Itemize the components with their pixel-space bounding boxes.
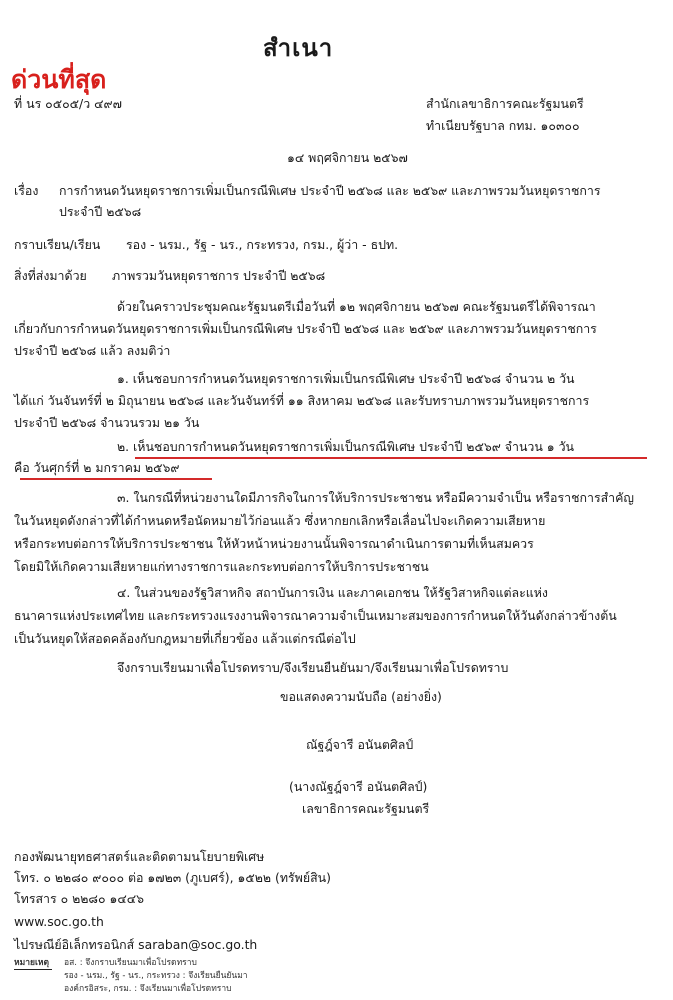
enclosure-label: สิ่งที่ส่งมาด้วย	[14, 268, 87, 283]
body-line: ด้วยในคราวประชุมคณะรัฐมนตรีเมื่อวันที่ ๑๒ พฤศจิกายน ๒๕๖๗ คณะรัฐมนตรีได้พิจารณา	[117, 299, 596, 314]
division-name: กองพัฒนายุทธศาสตร์และติดตามนโยบายพิเศษ	[14, 849, 265, 864]
closing-line: จึงกราบเรียนมาเพื่อโปรดทราบ/จึงเรียนยืนยันมา/จึงเรียนมาเพื่อโปรดทราบ	[117, 660, 509, 675]
document-number: ที่ นร ๐๕๐๕/ว ๔๙๗	[14, 96, 122, 111]
copy-stamp: สำเนา	[263, 34, 334, 62]
body-line: เป็นวันหยุดให้สอดคล้องกับกฎหมายที่เกี่ยวข้อง แล้วแต่กรณีต่อไป	[14, 631, 356, 646]
body-line: ๔. ในส่วนของรัฐวิสาหกิจ สถาบันการเงิน และภาคเอกชน ให้รัฐวิสาหกิจแต่ละแห่ง	[117, 585, 548, 600]
signatory-position: เลขาธิการคณะรัฐมนตรี	[302, 801, 430, 816]
fax-line: โทรสาร ๐ ๒๒๘๐ ๑๔๔๖	[14, 891, 144, 906]
remark-label: หมายเหตุ	[14, 958, 49, 968]
website-line: www.soc.go.th	[14, 914, 104, 929]
document-date: ๑๔ พฤศจิกายน ๒๕๖๗	[287, 150, 408, 165]
enclosure-value: ภาพรวมวันหยุดราชการ ประจำปี ๒๕๖๘	[112, 268, 326, 283]
body-line: ประจำปี ๒๕๖๘ แล้ว ลงมติว่า	[14, 343, 171, 358]
body-line: ๑. เห็นชอบการกำหนดวันหยุดราชการเพิ่มเป็นกรณีพิเศษ ประจำปี ๒๕๖๘ จำนวน ๒ วัน	[117, 371, 575, 386]
red-underline	[20, 478, 212, 480]
body-line: โดยมิให้เกิดความเสียหายแก่ทางราชการและกระทบต่อการให้บริการประชาชน	[14, 559, 429, 574]
recipient-label: กราบเรียน/เรียน	[14, 237, 101, 252]
respect-line: ขอแสดงความนับถือ (อย่างยิ่ง)	[280, 689, 442, 704]
body-line: ประจำปี ๒๕๖๘ จำนวนรวม ๒๑ วัน	[14, 415, 200, 430]
body-line: ได้แก่ วันจันทร์ที่ ๒ มิถุนายน ๒๕๖๘ และวันจันทร์ที่ ๑๑ สิงหาคม ๒๕๖๘ และรับทราบภาพรวมวันหยุดราชการ	[14, 393, 590, 408]
remark-underline	[14, 969, 52, 970]
highlighted-resolution-line: ๒. เห็นชอบการกำหนดวันหยุดราชการเพิ่มเป็นกรณีพิเศษ ประจำปี ๒๕๖๙ จำนวน ๑ วัน	[117, 439, 575, 454]
remark-line: รอง - นรม., รัฐ - นร., กระทรวง : จึงเรียนยืนยันมา	[64, 971, 248, 981]
email-line: ไปรษณีย์อิเล็กทรอนิกส์ saraban@soc.go.th	[14, 937, 258, 952]
remark-line: อส. : จึงกราบเรียนมาเพื่อโปรดทราบ	[64, 958, 197, 968]
office-name: สำนักเลขาธิการคณะรัฐมนตรี	[426, 96, 584, 111]
body-line: หรือกระทบต่อการให้บริการประชาชน ให้หัวหน้าหน่วยงานนั้นพิจารณาดำเนินการตามที่เห็นสมควร	[14, 536, 534, 551]
recipient-value: รอง - นรม., รัฐ - นร., กระทรวง, กรม., ผู้ว่า - ธปท.	[126, 237, 399, 252]
body-line: ในวันหยุดดังกล่าวที่ได้กำหนดหรือนัดหมายไว้ก่อนแล้ว ซึ่งหากยกเลิกหรือเลื่อนไปจะเกิดความเสียหาย	[14, 513, 546, 528]
body-line: ธนาคารแห่งประเทศไทย และกระทรวงแรงงานพิจารณาความจำเป็นเหมาะสมของการกำหนดให้วันดังกล่าวข้างต้น	[14, 608, 617, 623]
subject-line: ประจำปี ๒๕๖๘	[59, 204, 142, 219]
remark-line: องค์กรอิสระ, กรม. : จึงเรียนมาเพื่อโปรดทราบ	[64, 984, 232, 994]
office-address: ทำเนียบรัฐบาล กทม. ๑๐๓๐๐	[426, 118, 580, 133]
red-underline	[135, 457, 647, 459]
urgency-label: ด่วนที่สุด	[11, 65, 107, 94]
subject-label: เรื่อง	[14, 183, 39, 198]
body-line: ๓. ในกรณีที่หน่วยงานใดมีภารกิจในการให้บริการประชาชน หรือมีความจำเป็น หรือราชการสำคัญ	[117, 490, 634, 505]
highlighted-resolution-line: คือ วันศุกร์ที่ ๒ มกราคม ๒๕๖๙	[14, 460, 180, 475]
subject-line: การกำหนดวันหยุดราชการเพิ่มเป็นกรณีพิเศษ ประจำปี ๒๕๖๘ และ ๒๕๖๙ และภาพรวมวันหยุดราชการ	[59, 183, 601, 198]
phone-line: โทร. ๐ ๒๒๘๐ ๙๐๐๐ ต่อ ๑๗๒๓ (ภูเบศร์), ๑๕๒๒ (ทรัพย์สิน)	[14, 870, 331, 885]
signatory-full-name: (นางณัฐฎ์จารี อนันตศิลป์)	[289, 779, 428, 794]
signature-name: ณัฐฎ์จารี อนันตศิลป์	[306, 737, 414, 752]
body-line: เกี่ยวกับการกำหนดวันหยุดราชการเพิ่มเป็นกรณีพิเศษ ประจำปี ๒๕๖๘ และ ๒๕๖๙ และภาพรวมวันหยุดราชการ	[14, 321, 597, 336]
